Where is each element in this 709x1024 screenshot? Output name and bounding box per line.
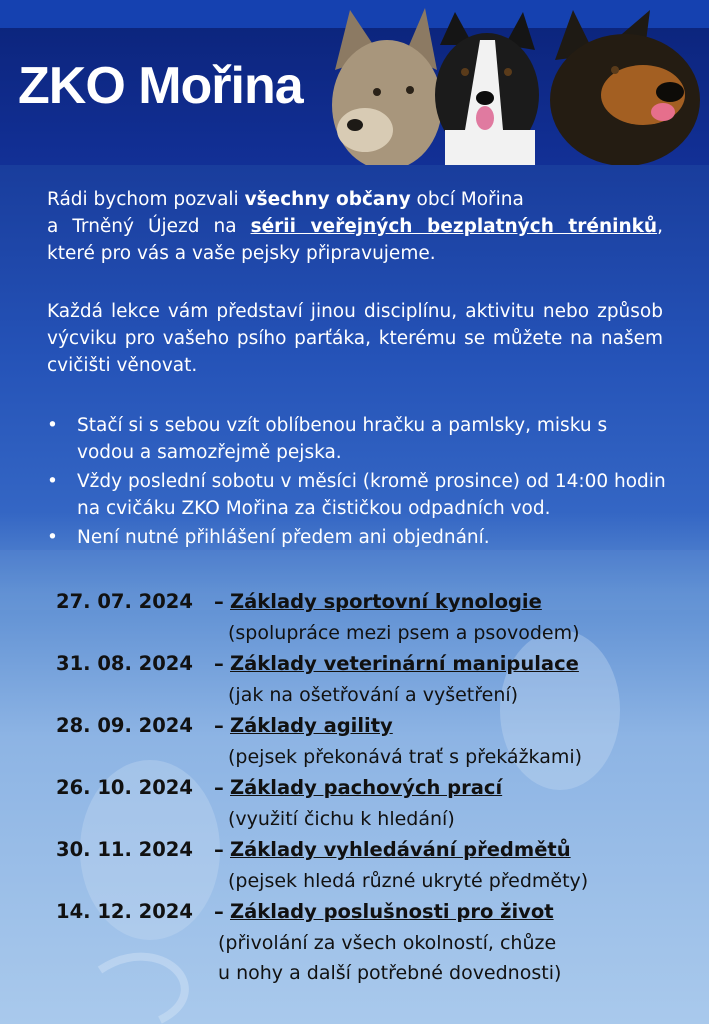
intro-paragraph-2: Každá lekce vám představí jinou disciplínu, aktivitu nebo způsob výcviku pro vašeho psího parťáka, kterému se můžete na našem cvičišti věnovat. bbox=[47, 301, 663, 376]
info-bullet-list bbox=[47, 412, 669, 553]
schedule-item bbox=[56, 648, 696, 710]
list-item bbox=[47, 468, 669, 522]
bullet-icon: • bbox=[47, 415, 58, 436]
event-description: (pejsek hledá různé ukryté předměty) bbox=[228, 870, 589, 892]
intro-bold-all-citizens: všechny občany bbox=[244, 189, 411, 210]
event-date: 26. 10. 2024 bbox=[56, 776, 193, 799]
event-name: Základy sportovní kynologie bbox=[230, 590, 542, 613]
page-title: ZKO Mořina bbox=[18, 57, 303, 115]
intro-text: Rádi bychom pozvali bbox=[47, 189, 245, 210]
bullet-text: Stačí si s sebou vzít oblíbenou hračku a pamlsky, misku s vodou a samozřejmě pejska. bbox=[77, 415, 608, 463]
event-description: (pejsek překonává trať s překážkami) bbox=[228, 746, 583, 768]
schedule-item bbox=[56, 710, 696, 772]
event-description: (jak na ošetřování a vyšetření) bbox=[228, 684, 519, 706]
dash: – bbox=[214, 838, 224, 861]
bullet-text: Není nutné přihlášení předem ani objednání. bbox=[77, 527, 490, 548]
event-description-cont: u nohy a další potřebné dovednosti) bbox=[218, 962, 562, 984]
event-description: (využití čichu k hledání) bbox=[228, 808, 455, 830]
wolfdog-icon bbox=[332, 8, 442, 165]
intro-underlined-series: sérii veřejných bezplatných tréninků bbox=[250, 216, 658, 237]
event-description: (spolupráce mezi psem a psovodem) bbox=[228, 622, 580, 644]
intro-text: které pro vás a vaše pejsky připravujeme. bbox=[47, 243, 436, 264]
event-date: 14. 12. 2024 bbox=[56, 900, 193, 923]
list-item bbox=[47, 412, 669, 466]
event-date: 27. 07. 2024 bbox=[56, 590, 193, 613]
event-date: 28. 09. 2024 bbox=[56, 714, 193, 737]
intro-paragraph-1 bbox=[47, 186, 663, 267]
dogs-image bbox=[325, 0, 709, 165]
event-description: (přivolání za všech okolností, chůze bbox=[218, 932, 557, 954]
bullet-icon: • bbox=[47, 527, 58, 548]
bullet-icon: • bbox=[47, 471, 58, 492]
event-date: 30. 11. 2024 bbox=[56, 838, 193, 861]
border-collie-icon bbox=[435, 12, 539, 165]
intro-text: a Trněný Újezd na bbox=[47, 216, 251, 237]
schedule-item bbox=[56, 834, 696, 896]
event-name: Základy vyhledávání předmětů bbox=[230, 838, 571, 861]
training-schedule bbox=[56, 586, 696, 984]
event-name: Základy agility bbox=[230, 714, 393, 737]
header-banner bbox=[0, 0, 709, 165]
event-name: Základy veterinární manipulace bbox=[230, 652, 579, 675]
dash: – bbox=[214, 900, 224, 923]
intro-text: obcí Mořina bbox=[410, 189, 524, 210]
schedule-item bbox=[56, 586, 696, 648]
event-name: Základy pachových prací bbox=[230, 776, 503, 799]
schedule-item bbox=[56, 896, 696, 984]
schedule-item bbox=[56, 772, 696, 834]
dash: – bbox=[214, 776, 224, 799]
list-item bbox=[47, 524, 669, 551]
dash: – bbox=[214, 652, 224, 675]
shepherd-icon bbox=[550, 10, 700, 165]
event-date: 31. 08. 2024 bbox=[56, 652, 193, 675]
event-name: Základy poslušnosti pro život bbox=[230, 900, 554, 923]
intro-text: , bbox=[657, 216, 663, 237]
dash: – bbox=[214, 590, 224, 613]
bullet-text: Vždy poslední sobotu v měsíci (kromě prosince) od 14:00 hodin na cvičáku ZKO Mořina za čističkou odpadních vod. bbox=[77, 471, 666, 519]
dash: – bbox=[214, 714, 224, 737]
